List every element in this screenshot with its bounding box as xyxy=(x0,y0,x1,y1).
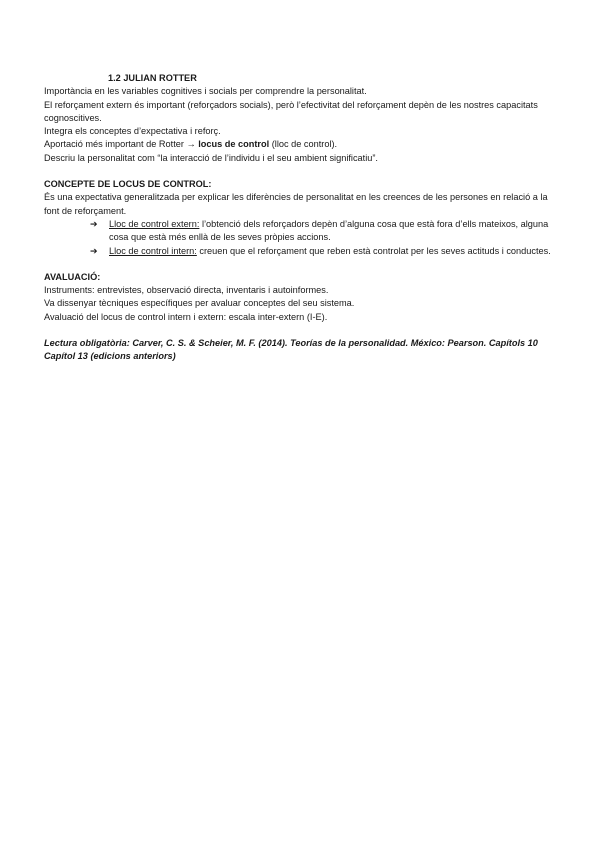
locus-definition: És una expectativa generalitzada per explicar les diferències de personalitat en les creences de les persones en relació a la font de reforçament. xyxy=(44,192,548,216)
evaluation-line-1: Instruments: entrevistes, observació directa, inventaris i autoinformes. xyxy=(44,285,329,296)
bullet-text: creuen que el reforçament que reben està controlat per les seves actituds i conductes. xyxy=(196,245,551,256)
locus-bullet-list xyxy=(44,218,560,258)
bullet-term: Lloc de control intern: xyxy=(109,245,197,256)
contribution-suffix: (lloc de control). xyxy=(269,139,338,150)
bullet-term: Lloc de control extern: xyxy=(109,218,200,229)
contribution-prefix: Aportació més important de Rotter → xyxy=(44,139,199,150)
required-reading: Lectura obligatòria: Carver, C. S. & Scheier, M. F. (2014). Teorías de la personalidad. México: Pearson. Capítols 10 Capítol 13 (edicions anteriors) xyxy=(44,338,538,362)
rotter-contribution xyxy=(44,138,560,151)
arrow-icon: ➔ xyxy=(90,218,98,229)
locus-heading: CONCEPTE DE LOCUS DE CONTROL: xyxy=(44,179,212,190)
list-item-extern xyxy=(44,218,560,245)
evaluation-line-2: Va dissenyar tècniques específiques per avaluar conceptes del seu sistema. xyxy=(44,298,355,309)
section-line-3: Integra els conceptes d’expectativa i reforç. xyxy=(44,126,221,137)
section-title: 1.2 JULIAN ROTTER xyxy=(108,73,197,83)
arrow-icon: ➔ xyxy=(90,245,98,256)
bullet-text: l’obtenció dels reforçadors depèn d’alguna cosa que està fora d’ells mateixos, alguna cosa que està més enllà de les seves pròpies accions. xyxy=(109,218,549,243)
document-page xyxy=(44,72,560,364)
evaluation-line-3: Avaluació del locus de control intern i extern: escala inter-extern (I-E). xyxy=(44,311,328,322)
section-line-2: El reforçament extern és important (reforçadors socials), però l’efectivitat del reforçament depèn de les nostres capacitats cognoscitives. xyxy=(44,99,538,123)
contribution-bold-term: locus de control xyxy=(198,139,270,150)
personality-description: Descriu la personalitat com “la interacció de l’individu i el seu ambient significatiu”. xyxy=(44,152,378,163)
section-line-1: Importància en les variables cognitives i socials per comprendre la personalitat. xyxy=(44,86,367,97)
evaluation-heading: AVALUACIÓ: xyxy=(44,271,101,282)
list-item-intern xyxy=(44,245,560,258)
